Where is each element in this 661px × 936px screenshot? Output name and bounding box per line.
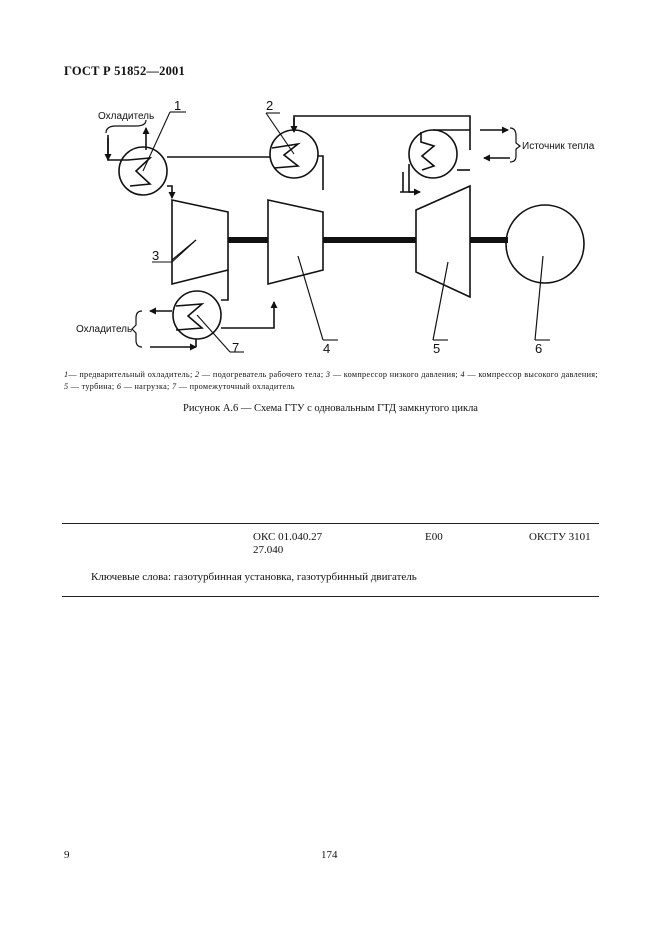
legend-item: 4 — компрессор высокого давления; <box>460 370 598 379</box>
oks-code <box>253 531 322 557</box>
load-icon <box>506 205 584 340</box>
pipe <box>318 156 323 190</box>
figure-caption: Рисунок А.6 — Схема ГТУ с одновальным ГТД замкнутого цикла <box>183 403 478 414</box>
document-header: ГОСТ Р 51852—2001 <box>64 64 185 78</box>
turbine-heater-icon <box>409 130 470 178</box>
intercooler-icon <box>150 270 274 347</box>
legend-item: 2 — подогреватель рабочего тела; <box>195 370 324 379</box>
label-2: 2 <box>266 98 274 113</box>
legend-item: 6 — нагрузка; <box>116 381 170 391</box>
leader-lines <box>143 112 550 352</box>
gtu-scheme-diagram <box>0 88 661 368</box>
label-4: 4 <box>323 341 331 356</box>
legend-item: 7 — промежуточный охладитель <box>171 381 295 391</box>
cooler-bottom-bracket <box>132 311 142 347</box>
label-7: 7 <box>232 340 240 355</box>
pipe <box>167 186 172 198</box>
lp-compressor-icon <box>172 200 228 284</box>
cooler-bottom-label: Охладитель <box>76 324 133 335</box>
figure-legend <box>64 369 598 392</box>
label-1: 1 <box>174 98 182 113</box>
okstu-code: ОКСТУ 3101 <box>529 531 591 543</box>
label-5: 5 <box>433 341 441 356</box>
oks-line-2: 27.040 <box>253 544 284 556</box>
legend-item: 3 — компрессор низкого давления; <box>325 370 458 379</box>
hp-compressor-icon <box>268 200 323 340</box>
bottom-divider <box>62 596 599 597</box>
page-number-center: 174 <box>321 849 338 861</box>
oks-line-1: ОКС 01.040.27 <box>253 531 323 543</box>
legend-item: 1— предварительный охладитель; <box>64 370 193 379</box>
page-number-left: 9 <box>64 849 70 861</box>
top-divider <box>62 523 599 524</box>
heat-source-bracket <box>510 128 520 162</box>
label-3: 3 <box>152 248 160 263</box>
turbine-icon <box>416 186 470 340</box>
legend-item: 5 — турбина; <box>64 381 115 391</box>
pipe <box>221 302 274 328</box>
heat-source-label: Источник тепла <box>522 141 595 152</box>
category-code: Е00 <box>425 531 443 543</box>
cooler-top-label: Охладитель <box>98 111 155 122</box>
pipe <box>221 270 228 300</box>
label-6: 6 <box>535 341 543 356</box>
keywords: Ключевые слова: газотурбинная установка, газотурбинный двигатель <box>91 571 417 583</box>
